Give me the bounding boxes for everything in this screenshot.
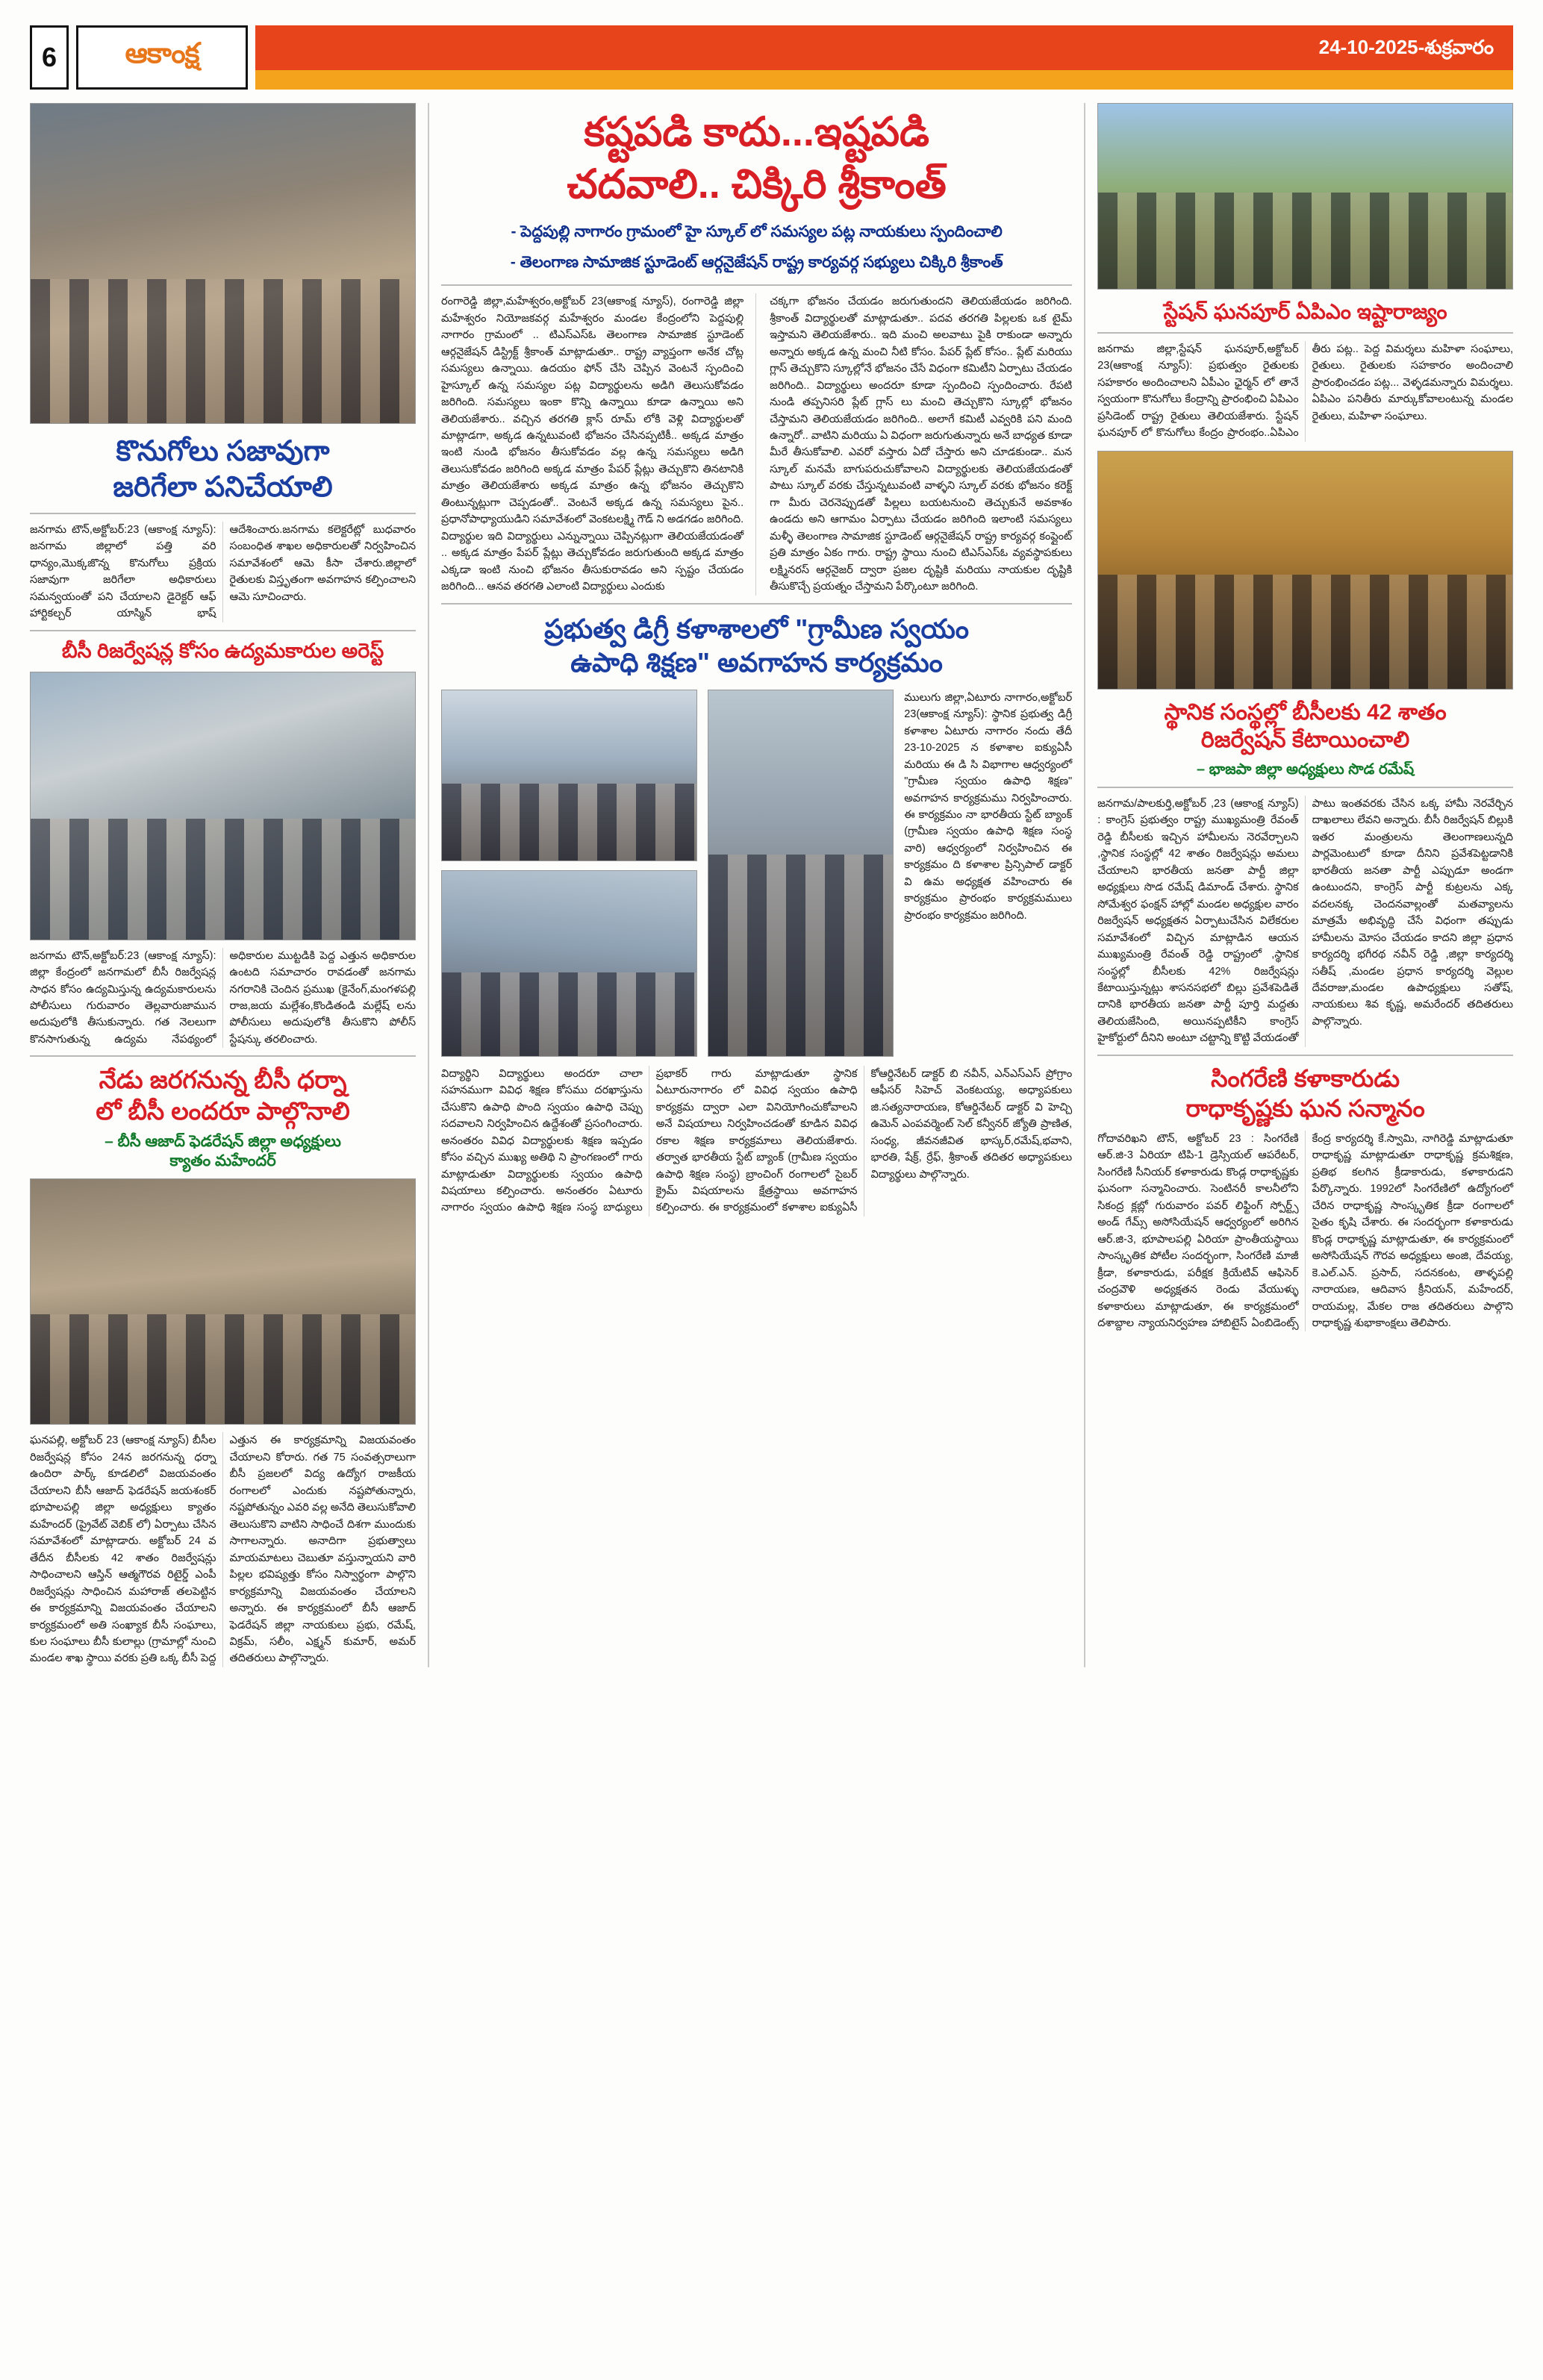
- mid-bottom-headline-line1: ప్రభుత్వ డిగ్రీ కళాశాలలో "గ్రామీణ స్వయం: [544, 613, 970, 644]
- right-column: [1097, 103, 1513, 1667]
- college-auditorium-photo: [441, 870, 697, 1057]
- mid-bottom-headline-line2: ఉపాధి శిక్షణ" అవగాహన కార్యక్రమం: [570, 646, 943, 678]
- left-article-1-body: జనగామ టౌన్,అక్టోబర్:23 (ఆకాంక్ష న్యూస్): జనగామ జిల్లాలో పత్తి వరి ధాన్యం,మొక్కజొన్న కొనుగోలు ప్రక్రియ సజావుగా జరిగేలా అధికారులు సమన్వయంతో పని చేయాలని డైరెక్టర్ ఆఫ్ హార్టికల్చర్ యాస్మిన్ భాష్ ఆదేశించారు.జనగామ కలెక్టరేట్లో బుధవారం సంబంధిత శాఖల అధికారులతో నిర్వహించిన సమావేశంలో ఆమె కీసా చేశారు.జిల్లాలో రైతులకు విస్తృతంగా అవగాహన కల్పించాలని ఆమె సూచించారు.: [30, 524, 417, 620]
- main-article-col-1: రంగారెడ్డి జిల్లా,మహేశ్వరం,అక్టోబర్ 23(ఆకాంక్ష న్యూస్), రంగారెడ్డి జిల్లా మహేశ్వరం నియోజకవర్గ మహేశ్వరం మండల కేంద్రంలోని పెద్దపుల్లి నాగారం గ్రామంలో .. టిఎస్ఎస్ఓ తెలంగాణ సామాజిక స్టూడెంట్ ఆర్గనైజేషన్ డిస్ట్రిక్ట్ శ్రీకాంత్ మాట్లాడుతూ.. రాష్ట్ర వ్యాప్తంగా అనేక చోట్ల సమస్యలు ఉన్నాయి. ఉదయం ఫోన్ చేసి చెప్పిన వెంటనే స్పందించి హైస్కూల్ ఉన్న సమస్యల పట్ల విద్యార్థులను అడిగి తెలుసుకోవడం జరిగింది. సమస్యలు ఇంకా కొన్ని ఉన్నాయి కూడా ఉన్నాయి అని తెలియజేశారు.. వచ్చిన తరగతి క్లాస్ రూమ్ లోకి వెళ్లి విద్యార్థులతో మాట్లాడగా, అక్కడ ఉన్నటువంటి భోజనం చేసినప్పటికీ.. అక్కడ మాత్రం ఇంటి నుండి భోజనం తీసుకోవడం వల్ల ఉన్న సమస్యలు అడిగి తెలుసుకోవడం జరిగింది అక్కడ మాత్రం పేపర్ ప్లేట్లు తెచ్చుకొని తినటానికి మాత్రం తెలియజేశారు అక్కడ మాత్రం ఉన్న భోజనం తెచ్చుకొని తింటున్నట్లుగా చెప్పడంతో.. వెంటనే అక్కడ ఉన్న సమస్యలు పైన.. ప్రధానోపాధ్యాయుడిని సమావేశంలో వెంకటలక్ష్మి గౌడ్ ని అడగడం జరిగింది. విద్యార్థుల ఇది విద్యార్థులు ఎన్నున్నాయి చెప్పినట్లుగా తెలియజేయడంతో .. అక్కడ మాత్రం పేపర్ ప్లేట్లు తెచ్చుకోవడం జరుగుతుంది అక్కడ మాత్రం ఎక్కడా ఇంటి నుంచి భోజనం తీసుకురావడం అని స్పష్టం చేయడం జరిగింది... ఆనవ తరగతి ఎలాంటి విద్యార్థులు ఎందుకు: [441, 293, 756, 595]
- main-headline-line1: కష్టపడి కాదు...ఇష్టపడి: [584, 110, 929, 154]
- mid-bottom-right-text: ములుగు జిల్లా,ఏటూరు నాగారం,అక్టోబర్ 23(ఆకాంక్ష న్యూస్): స్థానిక ప్రభుత్వ డిగ్రీ కళాశాల ఏటూరు నాగారం నందు తేదీ 23-10-2025 న కళాశాల ఐక్యుఏసీ మరియు ఈ డి సి విభాగాల ఆధ్వర్యంలో "గ్రామీణ స్వయం ఉపాధి శిక్షణ" అవగాహన కార్యక్రమము నిర్వహించారు. ఈ కార్యక్రమం నా భారతీయ స్టేట్ బ్యాంక్ (గ్రామీణ స్వయం ఉపాధి శిక్షణ సంస్థ వారి) ఆధ్వర్యంలో నిర్వహించిన ఈ కార్యక్రమం ది కళాశాల ప్రిన్సిపాల్ డాక్టర్ వి ఉమ అధ్యక్షత వహించారు ఈ కార్యక్రమం ప్రారంభం కార్యక్రమములు ప్రారంభం కార్యక్రమం జరిగింది.: [904, 691, 1073, 922]
- photo-people-overlay: [1098, 575, 1512, 689]
- degree-college-banner-photo: [441, 690, 697, 861]
- masthead-bar: [255, 25, 1513, 90]
- publication-logo-text: ఆకాంక్ష: [125, 38, 199, 69]
- indoor-meeting-photo: [30, 1178, 416, 1425]
- left-headline-2: బీసీ రిజర్వేషన్ల కోసం ఉద్యమకారుల అరెస్ట్: [61, 639, 384, 662]
- right-article-1-body: జనగామ జిల్లా,స్టేషన్ ఘనపూర్,అక్టోబర్ 23(ఆకాంక్ష న్యూస్): ప్రభుత్వం రైతులకు సహకారం అందించాలని ఏపీఎం ఛైర్మన్ లో తానే స్వయంగా కొనుగోలు కేంద్రాన్ని ప్రారంభించి ఏపిఎం ప్రసిడెంట్ రాష్ట్ర రైతులు తెలియజేశారు. స్టేషన్ ఘనపూర్ లో కొనుగోలు కేంద్రం ప్రారంభం..ఏపిఎం తీరు పట్ల.. పెద్ద విమర్శలు మహిళా సంఘాలు, రైతులు. రైతులకు సహకారం అందించాలి ప్రారంభించడం పట్ల... వెళ్ళడమన్నారు విమర్శలు. ఏపిఎం పనితీరు మార్కుకోవాలంటున్న మండల రైతులు, మహిళా సంఘాలు.: [1097, 343, 1513, 440]
- divider: [441, 284, 1072, 286]
- photo-people-overlay: [442, 972, 696, 1056]
- main-article-col-2: చక్కగా భోజనం చేయడం జరుగుతుందని తెలియజేయడం జరిగింది. శ్రీకాంత్ విద్యార్థులతో మాట్లాడుతూ.. పదవ తరగతి పిల్లలకు ఒక టైమ్ ఇస్తామని తెలియజేశారు.. ఇది మంచి అలవాటు పైకి రాకుండా అన్నారు అన్నారు అక్కడ ఉన్న మంచి నీటి కోసం. పేపర్ ప్లేట్ కోసం.. ప్లేట్ మరియు గ్లాస్ తెచ్చుకొని స్కూల్లోనే భోజనం చేసే విధంగా కమిటీని ఏర్పాటు చేయడం జరిగింది.. విద్యార్థులు అందరూ కూడా స్పందించి స్పందించారు. రేపటి నుండి తప్పనిసరి ప్లేట్ గ్లాస్ లు మంచి తెచ్చుకొని స్కూల్లో భోజనం చేస్తామని తెలియజేయడం జరిగింది.. అలాగే కమిటీ ఎవ్వరికి పని మంది ఉన్నారో.. వాటిని మరియు ఏ విధంగా జరుగుతున్నారు అనే బాధ్యత కూడా మీరే తీసుకోవాలి. ఎవరో వస్తారు ఏదో చేస్తారు అని చూడకుండా.. మన స్కూల్ మనమే బాగుపరుచుకోవాలని విద్యార్థులకు తెలియజేయడంతో పాటు స్కూల్ వరకు చేస్తున్నటువంటి వాళ్ళని స్కూల్ వరకు భోజనం కరెక్ట్ గా మీరు చెరనెప్పుడతో పిల్లలు బయటనుంచి తెచ్చుకునే అవకాశం ఉండదు అని ఆగామం ఏర్పాటు చేయడం జరిగింది ఇలాంటి సమస్యలు మళ్ళీ తెలంగాణ సామాజిక స్టూడెంట్ ఆర్గనైజేషన్ రాష్ట్ర కార్యవర్గ కంప్లైంట్ ప్రతి మాత్రం ఏకం గారు. రాష్ట్ర స్థాయి నుంచి టిఎస్ఎస్ఓ వ్యవస్థాపకులు లక్ష్మినరస్ ఆర్గనైజర్ ద్వారా ప్రజల దృష్టికి మరియు నాయకుల దృష్టికి తీసుకొచ్చే ప్రయత్నం చేస్తామని పేర్కొంటూ జరిగింది.: [770, 296, 1073, 593]
- left-deck-3-line1: – బీసీ ఆజాద్ ఫెడరేషన్ జిల్లా అధ్యక్షులు: [105, 1132, 341, 1150]
- divider: [30, 513, 416, 514]
- right-headline-3-line2: రాధాకృష్ణకు ఘన సన్మానం: [1185, 1094, 1425, 1122]
- left-headline-3-line2: లో బీసీ లందరూ పాల్గొనాలి: [96, 1096, 350, 1125]
- speaker-at-podium-photo: [708, 690, 894, 1057]
- page-columns: [30, 103, 1513, 1667]
- right-headline-2-line2: రిజర్వేషన్ కేటాయించాలి: [1200, 728, 1410, 753]
- photo-people-overlay: [442, 784, 696, 861]
- left-headline-3-line1: నేడు జరగనున్న బీసీ ధర్నా: [99, 1066, 347, 1094]
- photo-people-overlay: [708, 855, 893, 1056]
- masthead-accent-strip: [255, 70, 1513, 90]
- right-article-2-body: జనగామ/పాలకుర్తి,అక్టోబర్ ,23 (ఆకాంక్ష న్యూస్) : కాంగ్రెస్ ప్రభుత్వం రాష్ట్ర ముఖ్యమంత్రి రేవంత్ రెడ్డి బీసీలకు ఇచ్చిన హామీలను నెరవేర్చాలని ,స్థానిక సంస్థల్లో 42 శాతం రిజర్వేషన్లు అమలు చేయాలని భారతీయ జనతా పార్టీ జిల్లా అధ్యక్షులు సొడ రమేష్ డిమాండ్ చేశారు. స్థానిక సోమేశ్వర ఫంక్షన్ హాల్లో మండల అధ్యక్షుల వారం రిజర్వేషన్ అధ్యక్షతన ఏర్పాటుచేసిన విలేకరుల సమావేశంలో విచ్చిన మాట్లాడిన ఆయన ముఖ్యమంత్రి రేవంత్ రెడ్డి రాష్ట్రంలో ,స్థానిక సంస్థల్లో బీసీలకు 42% రిజర్వేషన్లు కేటాయిస్తున్నట్లు శాసనసభలో బిల్లు ప్రవేశపెడితే దానికి భారతీయ జనతా పార్టీ పూర్తి మద్దతు తెలియజేసింది, అయినప్పటికీని కాంగ్రెస్ హైకోర్టులో దీనిని అంటూ చట్టాన్ని కొట్టి వేయడంతో పాటు ఇంతవరకు చేసిన ఒక్క హామీ నెరవేర్చిన దాఖలాలు లేవని అన్నారు. బీసీ రిజర్వేషన్ బిల్లుకి ఇతర మంత్రులను తెలంగాణలున్నది పార్లమెంటులో కూడా దీనిని ప్రవేశపెట్టడానికి భారతీయ జనతా పార్టీ ఎప్పుడూ అండగా ఉంటుందని, కాంగ్రెస్ పార్టీ కుట్రలను ఎక్క వదలనక్క చెందనవాల్లంతో మతవ్యాలను మాత్రమే అభివృద్ధి చేసే విధంగా తప్పుడు హామీలను మోసం చేయడం కాదని జిల్లా ప్రధాన కార్యదర్శి భగీరథ నవీన్ రెడ్డి ,జిల్లా కార్యదర్శి సతీష్ ,మండల ప్రధాన కార్యదర్శి వెల్లుల దేవరాజు,మండల ఉపాధ్యక్షులు సతోష్, నాయకులు శివ కృష్ణ, అమరేందర్ తదితరులు పాల్గొన్నారు.: [1097, 797, 1513, 1045]
- middle-column: [441, 103, 1072, 1667]
- left-column: [30, 103, 416, 1667]
- page-number: 6: [30, 25, 69, 90]
- photo-people-overlay: [31, 279, 415, 423]
- divider: [1097, 787, 1513, 788]
- right-headline-1: స్టేషన్ ఘనపూర్ ఏపిఎం ఇష్టారాజ్యం: [1163, 300, 1447, 323]
- left-article-2-body: జనగామ టౌన్,అక్టోబర్:23 (ఆకాంక్ష న్యూస్): జిల్లా కేంద్రంలో జనగామలో బీసీ రిజర్వేషన్ల సాధన కోసం ఉద్యమిస్తున్న ఉద్యమకారులను పోలీసులు గురువారం తెల్లవారుజామున అదుపులోకి తీసుకున్నారు. గత నెలలుగా కొనసాగుతున్న ఉద్యమ నేపథ్యంలో అధికారుల ముట్టడికి పెద్ద ఎత్తున అధికారుల ఉంటది సమాచారం రావడంతో జనగామ నగరానికి చెందిన ప్రముఖ (కైనేంగ్,మంగళపల్లి రాజ,జయ మల్లేశం,కొండితండి మల్లేష్ లను పోలీసులు అదుపులోకి తీసుకొని పోలీస్ స్టేషన్కు తరలించారు.: [30, 949, 417, 1046]
- left-headline-1-line2: జరిగేలా పనిచేయాలి: [113, 471, 333, 503]
- photo-people-overlay: [31, 819, 415, 939]
- right-article-3-body: గోదావరిఖని టౌన్, అక్టోబర్ 23 : సింగరేణి ఆర్.జి-3 ఏరియా టిపి-1 డ్రెస్సియల్ ఆపరేటర్, సింగరేణి సీనియర్ కళాకారుడు కొండ్ల రాధాకృష్ణకు ఘనంగా సన్మానించారు. సెంటినరీ కాలనీలోని సికంద్ర క్లబ్లో గురువారం పవర్ లిఫ్టింగ్ స్పోర్ట్స్ అండ్ గేమ్స్ అసోసియేషన్ ఆధ్వర్యంలో అరిగిన ఆర్.జి-3, భూపాలపల్లి ఏరియా ప్రాంతీయస్థాయి సాంస్కృతిక పోటీల సందర్భంగా, సింగరేణి మాజీ క్రీడా, కళాకారుడు, పరీక్షక క్రియేటివ్ ఆఫిసెర్ చంద్రవౌళి అధ్యక్షతన రెండు వేయుళ్ళు కళాకారులు మాట్లాడుతూ, ఈ కార్యక్రమంలో దశాబ్దాల న్యాయనిర్వహణ హాబిటైస్ ఏంబిడెంట్స్ కేంద్ర కార్యదర్శి కే.స్వామి, నాగిరెడ్డి మాట్లాడుతూ రాధాకృష్ణ మాట్లాడుతూ రాధాకృష్ణ క్రమశిక్షణ, ప్రతిభ కలగిన క్రీడాకారుడు, కళాకారుడని పేర్కొన్నారు. 1992లో సింగరేణిలో ఉద్యోగంలో చేరిన రాధాకృష్ణ సాంస్కృతిక క్రీడా రంగాలలో సైతం కృషి చేశారు. ఈ సందర్భంగా కళాకారుడు కొండ్ల రాధాకృష్ణ మాట్లాడుతూ, ఈ కార్యక్రమంలో అసోసియేషన్ గౌరవ అధ్యక్షులు అంజి, దేవయ్య, కె.ఎల్.ఎన్. ప్రసాద్, సదనకంట, తాళ్ళపల్లి నారాయణ, ఆదివాస క్రీనియన్, మహేందర్, రాయమల్ల, మేకల రాజ తదితరులు పాల్గొని రాధాకృష్ణ శుభాకాంక్షలు తెలిపారు.: [1097, 1132, 1513, 1329]
- divider: [1097, 1055, 1513, 1056]
- masthead: [30, 25, 1513, 90]
- mid-bottom-article-body: విద్యార్థిని విద్యార్థులు అందరూ చాలా సహనముగా వివిధ శిక్షణ కోసము దరఖాస్తును చేసుకొని ఉపాధి పొంది స్వయం ఉపాధి చెప్పు సదవాలని నిర్వహించిన ఉద్దేశంతో ప్రసంగించారు. అనంతరం వివిధ విద్యార్థులకు శిక్షణ ఇప్పడం కోసం వచ్చిన ముఖ్య అతిథి ని ప్రాంగణంలో గారు మాట్లాడుతూ విద్యార్థులకు స్వయం ఉపాధి విషయాలు కల్పించారు. అనంతరం ఏటూరు నాగారం స్వయం ఉపాధి శిక్షణ సంస్థ బాధ్యులు ప్రభాకర్ గారు మాట్లాడుతూ స్థానిక ఏటూరునాగారం లో వివిధ స్వయం ఉపాధి కార్యక్రమ ద్వారా ఎలా వినియోగించుకోవాలని అనే విషయాలు నిర్వహించడంతో కూడిన వివిధ రకాల శిక్షణ కార్యక్రమాలు తెలియజేశారు. తర్వాత భారతీయ స్టేట్ బ్యాంక్ (గ్రామీణ స్వయం ఉపాధి శిక్షణ సంస్థ) బ్రాంచింగ్ రంగాలలో సైబర్ క్రైమ్ విషయాలను క్షేత్రస్థాయి అవగాహన కల్పించారు. ఈ కార్యక్రమంలో కళాశాల ఐక్యుఏసీ కోఆర్డినేటర్ డాక్టర్ బి నవీన్, ఎన్ఎస్ఎస్ ప్రోగ్రాం ఆఫీసర్ సిహెచ్ వెంకటయ్య, అధ్యాపకులు జి.సత్యనారాయణ, కోఆర్డినేటర్ డాక్టర్ వి హెచ్చి ఉమెన్ ఎంపవర్మెంట్ సెల్ కన్వీనర్ జ్యోతి ప్రాణిత, సంధ్య, జీవనజీవిత భాస్కర్,రమేష్,భవాని, భారతి, షేక్ర్, ర్రేఫ్, శ్రీకాంత్ తదితర అధ్యాపకులు విద్యార్థులు పాల్గొన్నారు.: [441, 1067, 1073, 1214]
- main-deck-point-1: - పెద్దపుల్లి నాగారం గ్రామంలో హై స్కూల్ లో సమస్యల పట్ల నాయకులు స్పందించాలి: [511, 223, 1003, 241]
- column-divider: [428, 103, 429, 1667]
- right-headline-3-line1: సింగరేణి కళాకారుడు: [1211, 1064, 1400, 1092]
- right-headline-2-line1: స్థానిక సంస్థల్లో బీసీలకు 42 శాతం: [1164, 699, 1447, 725]
- divider: [441, 603, 1072, 605]
- bjp-leaders-stage-photo: [1097, 451, 1513, 690]
- publication-logo: [76, 25, 248, 90]
- left-article-3-body: ఘనపల్లి, అక్టోబర్ 23 (ఆకాంక్ష న్యూస్) బీసీల రిజర్వేషన్ల కోసం 24న జరగనున్న ధర్నా ఉందిరా పార్క్ కూడలిలో విజయవంతం చేయాలని బీసీ ఆజాద్ ఫెడరేషన్ జయశంకర్ భూపాలపల్లి జిల్లా అధ్యక్షులు క్యాతం మహేందర్ (ప్రైవేట్ వెబిక్ లో) ఏర్పాటు చేసిన సమావేశంలో మాట్లాడారు. అక్టోబర్ 24 వ తేదీన బీసీలకు 42 శాతం రిజర్వేషన్లు సాధించాలని ఆస్తిన్ ఆత్మగౌరవ రిటైర్డ్ ఎంపీ రిజర్వేషన్లు సాధించిన మహారాజ్ తలపెట్టిన ఈ కార్యక్రమాన్ని విజయవంతం చేయాలని కార్యక్రమంలో అతి సంఖ్యాక బీసీ సంఘాలు, కుల సంఘాలు బీసీ కులాల్లు (గ్రామాల్లో నుంచి మండల శాఖ స్థాయి వరకు ప్రతి ఒక్క బీసీ పెద్ద ఎత్తున ఈ కార్యక్రమాన్ని విజయవంతం చేయాలని కోరారు. గత 75 సంవత్సరాలుగా బీసీ ప్రజలలో విద్య ఉద్యోగ రాజకీయ రంగాలలో ఎందుకు నష్టపోతున్నారు, నష్టపోతున్నం ఎవరి వల్ల అనేది తెలుసుకోవాలి తెలుసుకొని వాటిని సాధించే దిశగా ముందుకు సాగాలన్నారు. అనాదిగా ప్రభుత్వాలు మాయమాటలు చెబుతూ వస్తున్నాయని వారి పిల్లల భవిష్యత్తు కోసం నిస్వార్థంగా పాల్గొని కార్యక్రమాన్ని విజయవంతం చేయాలని అన్నారు. ఈ కార్యక్రమంలో బీసీ ఆజాద్ ఫెడరేషన్ జిల్లా నాయకులు ప్రభు, రమేష్, విక్రమ్, సలీం, ఎక్ష్మన్ కుమార్, అమర్ తదితరులు పాల్గొన్నారు.: [30, 1434, 417, 1665]
- photo-people-overlay: [31, 1314, 415, 1425]
- left-headline-1-line1: కొనుగోలు సజావుగా: [116, 436, 330, 467]
- divider: [30, 630, 416, 631]
- left-deck-3-line2: క్యాతం మహేందర్: [169, 1152, 276, 1170]
- right-deck-2: – భాజపా జిల్లా అధ్యక్షులు సొడ రమేష్: [1197, 760, 1415, 778]
- publication-date: 24-10-2025-శుక్రవారం: [1318, 36, 1494, 58]
- divider: [1097, 332, 1513, 334]
- divider: [30, 1055, 416, 1057]
- meeting-photo-collector-office: [30, 103, 416, 424]
- police-station-arrest-photo: [30, 672, 416, 940]
- column-divider: [1084, 103, 1085, 1667]
- main-headline-line2: చదవాలి.. చిక్కిరి శ్రీకాంత్: [567, 162, 947, 207]
- photo-people-overlay: [1098, 193, 1512, 289]
- main-deck-point-2: - తెలంగాణ సామాజిక స్టూడెంట్ ఆర్గనైజేషన్ రాష్ట్ర కార్యవర్గ సభ్యులు చిక్కిరి శ్రీకాంత్: [510, 253, 1003, 271]
- station-ghanpur-field-photo: [1097, 103, 1513, 290]
